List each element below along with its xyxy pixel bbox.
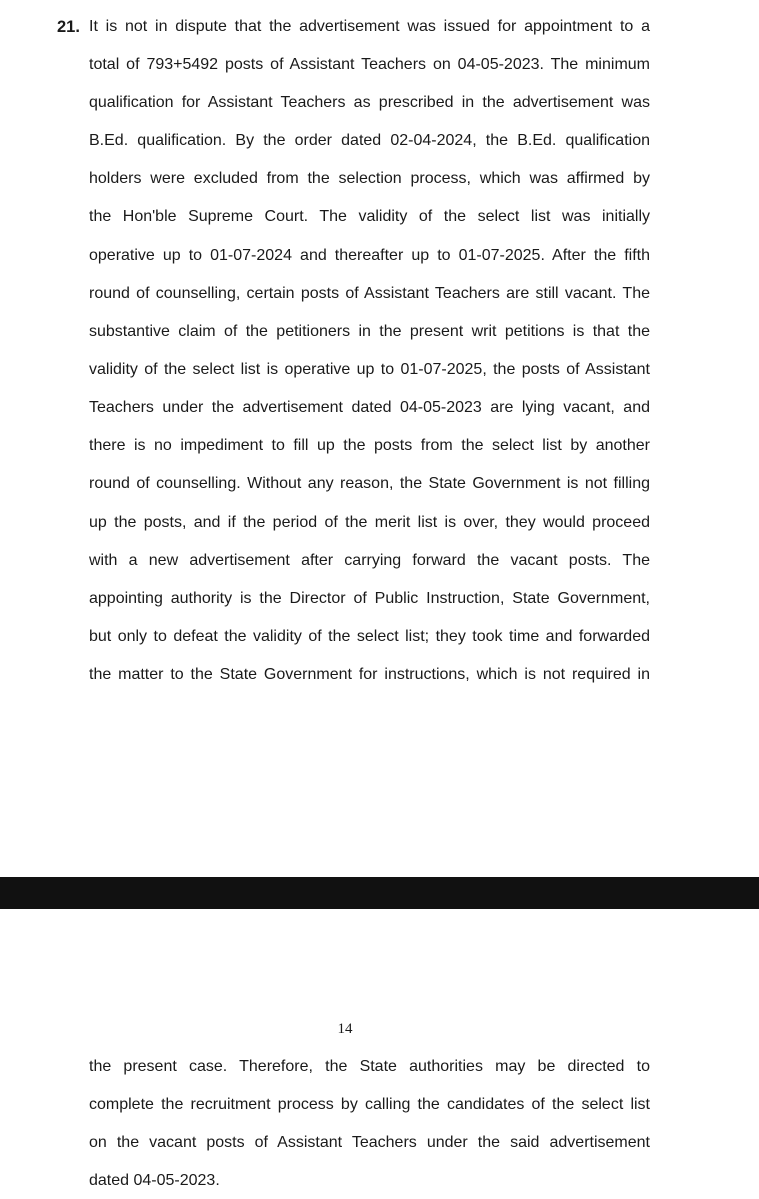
text-line: there is no impediment to fill up the posts from the select list by another — [89, 437, 650, 454]
text-line: Teachers under the advertisement dated 04-05-2023 are lying vacant, and — [89, 399, 650, 416]
text-line: complete the recruitment process by calling the candidates of the select list — [89, 1096, 650, 1113]
text-line: B.Ed. qualification. By the order dated 02-04-2024, the B.Ed. qualification — [89, 132, 650, 149]
text-line: the present case. Therefore, the State authorities may be directed to — [89, 1058, 650, 1075]
text-line: validity of the select list is operative up to 01-07-2025, the posts of Assistant — [89, 361, 650, 378]
page-number: 14 — [337, 1021, 353, 1037]
text-line: appointing authority is the Director of Public Instruction, State Government, — [89, 590, 650, 607]
text-line: substantive claim of the petitioners in the present writ petitions is that the — [89, 323, 650, 340]
text-line: round of counselling. Without any reason, the State Government is not filling — [89, 475, 650, 492]
text-line: qualification for Assistant Teachers as prescribed in the advertisement was — [89, 94, 650, 111]
text-line: dated 04-05-2023. — [89, 1172, 220, 1189]
text-line: the matter to the State Government for instructions, which is not required in — [89, 666, 650, 683]
text-line: total of 793+5492 posts of Assistant Teachers on 04-05-2023. The minimum — [89, 56, 650, 73]
text-line: operative up to 01-07-2024 and thereafter up to 01-07-2025. After the fifth — [89, 247, 650, 264]
paragraph-number: 21. — [57, 18, 80, 36]
text-line: It is not in dispute that the advertisement was issued for appointment to a — [89, 18, 650, 35]
text-line: holders were excluded from the selection process, which was affirmed by — [89, 170, 650, 187]
text-line: with a new advertisement after carrying forward the vacant posts. The — [89, 552, 650, 569]
text-line: up the posts, and if the period of the merit list is over, they would proceed — [89, 514, 650, 531]
text-line: the Hon'ble Supreme Court. The validity of the select list was initially — [89, 208, 650, 225]
text-line: but only to defeat the validity of the select list; they took time and forwarded — [89, 628, 650, 645]
page-break-bar — [0, 877, 759, 909]
text-line: round of counselling, certain posts of Assistant Teachers are still vacant. The — [89, 285, 650, 302]
text-line: on the vacant posts of Assistant Teachers under the said advertisement — [89, 1134, 650, 1151]
